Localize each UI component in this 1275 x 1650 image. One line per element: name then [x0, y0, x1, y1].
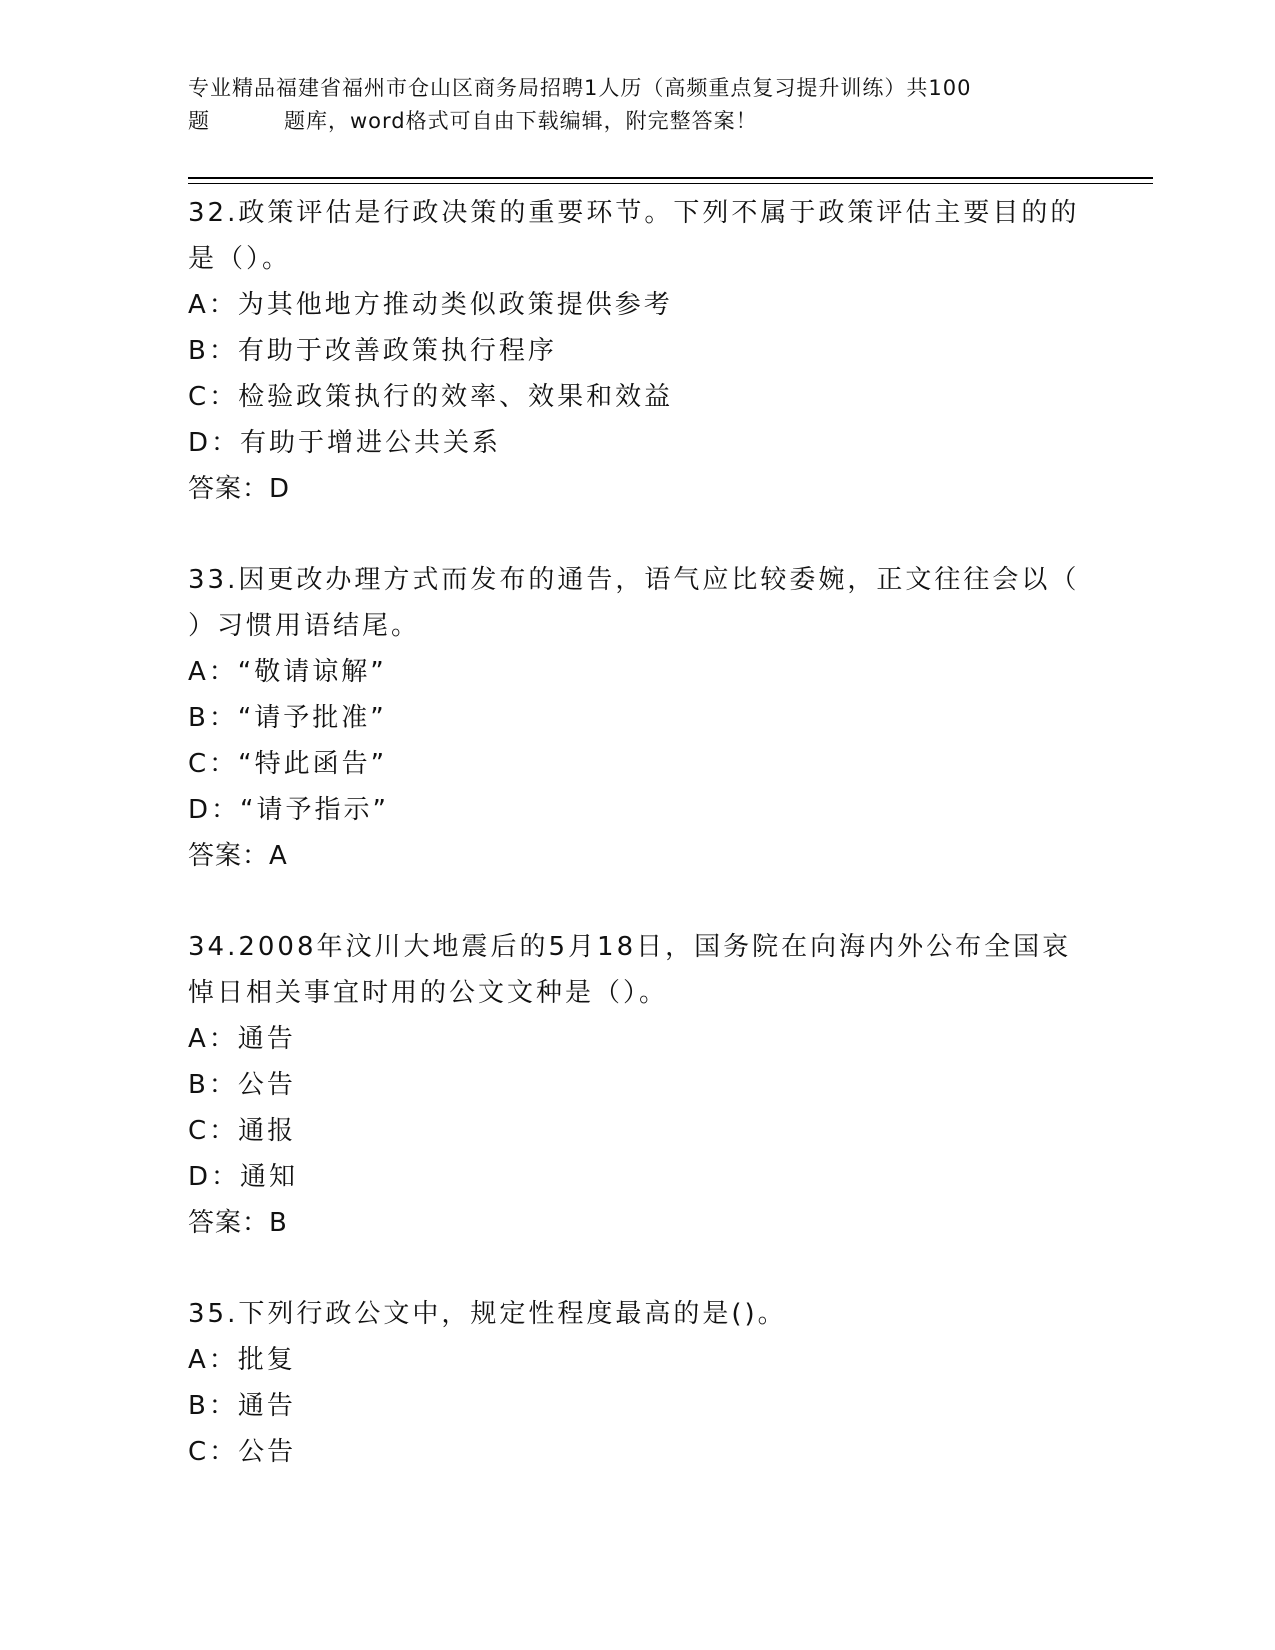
- question-text: ）习惯用语结尾。: [188, 611, 421, 641]
- option-a: A：为其他地方推动类似政策提供参考: [188, 290, 673, 320]
- option-c: C：公告: [188, 1437, 297, 1467]
- question-text: 悼日相关事宜时用的公文文种是（）。: [188, 978, 669, 1008]
- option-c: C：“特此函告”: [188, 749, 388, 779]
- question-text: 34.2008年汶川大地震后的5月18日，国务院在向海内外公布全国哀: [188, 932, 1072, 962]
- option-a: A：“敬请谅解”: [188, 657, 387, 687]
- header-line-2-right: 题库，word格式可自由下载编辑，附完整答案！: [284, 109, 758, 133]
- header-line-2: [188, 105, 1088, 138]
- header-rule-thick: [188, 177, 1153, 179]
- question-32: [188, 190, 1088, 512]
- answer: 答案：D: [188, 474, 291, 504]
- option-b: B：有助于改善政策执行程序: [188, 336, 557, 366]
- option-d: D：“请予指示”: [188, 795, 389, 825]
- header-line-1: 专业精品福建省福州市仓山区商务局招聘1人历（高频重点复习提升训练）共100: [188, 76, 972, 100]
- answer: 答案：B: [188, 1208, 288, 1238]
- option-c: C：检验政策执行的效率、效果和效益: [188, 382, 674, 412]
- question-text: 32.政策评估是行政决策的重要环节。下列不属于政策评估主要目的的: [188, 198, 1080, 228]
- header-rule-thin: [188, 183, 1153, 184]
- document-header: [188, 72, 1088, 138]
- question-list: [188, 190, 1088, 1475]
- answer: 答案：A: [188, 841, 288, 871]
- question-35: [188, 1291, 1088, 1475]
- header-line-2-left: 题: [188, 109, 210, 133]
- option-b: B：通告: [188, 1391, 296, 1421]
- option-a: A：通告: [188, 1024, 296, 1054]
- question-33: [188, 557, 1088, 879]
- option-a: A：批复: [188, 1345, 296, 1375]
- question-text: 33.因更改办理方式而发布的通告，语气应比较委婉，正文往往会以（: [188, 565, 1080, 595]
- option-b: B：公告: [188, 1070, 296, 1100]
- option-b: B：“请予批准”: [188, 703, 387, 733]
- question-text: 35.下列行政公文中，规定性程度最高的是()。: [188, 1299, 787, 1329]
- question-34: [188, 924, 1088, 1246]
- question-text: 是（）。: [188, 244, 292, 274]
- option-d: D：通知: [188, 1162, 299, 1192]
- option-c: C：通报: [188, 1116, 297, 1146]
- option-d: D：有助于增进公共关系: [188, 428, 502, 458]
